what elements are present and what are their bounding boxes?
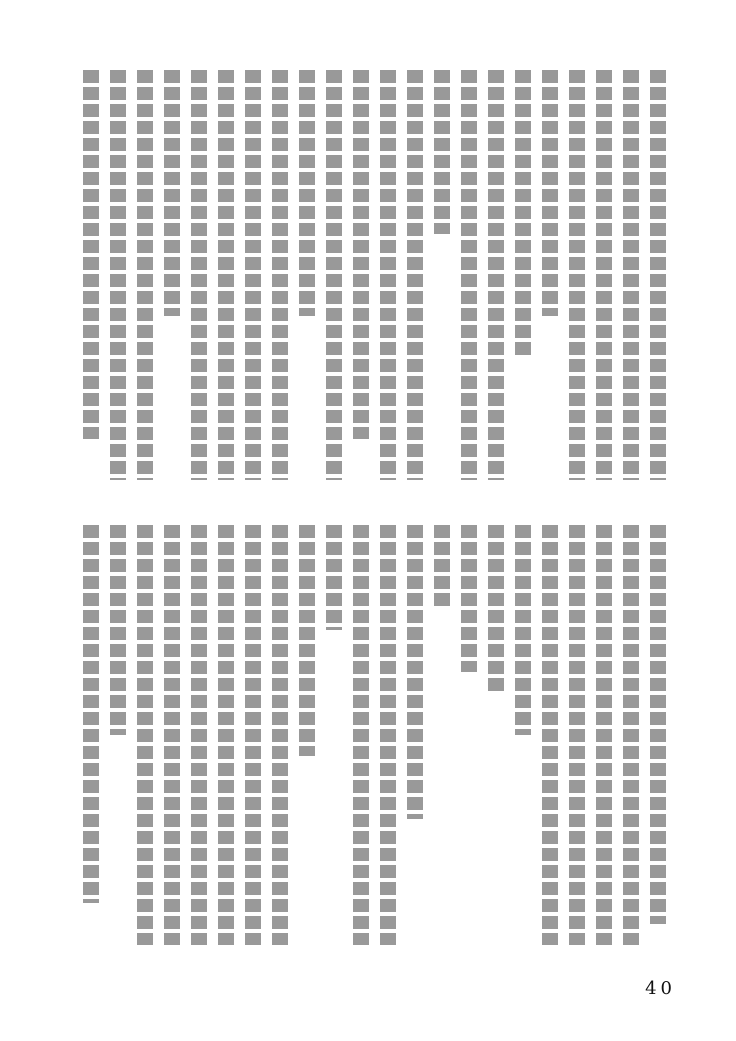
text-column-placeholder xyxy=(542,70,558,316)
text-column-placeholder xyxy=(137,70,153,480)
text-column-placeholder xyxy=(272,70,288,480)
text-column-placeholder xyxy=(407,70,423,480)
text-column-placeholder xyxy=(218,70,234,480)
text-column-placeholder xyxy=(542,525,558,945)
text-column-placeholder xyxy=(164,525,180,945)
text-column-placeholder xyxy=(461,70,477,480)
text-column-placeholder xyxy=(596,525,612,945)
text-column-placeholder xyxy=(191,70,207,480)
text-column-placeholder xyxy=(164,70,180,316)
page-number: 40 xyxy=(645,978,676,999)
text-column-placeholder xyxy=(380,525,396,945)
text-column-placeholder xyxy=(488,70,504,480)
text-column-placeholder xyxy=(488,525,504,693)
text-column-placeholder xyxy=(110,70,126,480)
text-block-upper xyxy=(83,70,666,480)
text-column-placeholder xyxy=(596,70,612,480)
text-column-placeholder xyxy=(353,525,369,945)
text-column-placeholder xyxy=(461,525,477,672)
text-column-placeholder xyxy=(137,525,153,945)
text-block-lower xyxy=(83,525,666,945)
text-column-placeholder xyxy=(623,70,639,480)
text-column-placeholder xyxy=(326,70,342,480)
text-column-placeholder xyxy=(272,525,288,945)
text-column-placeholder xyxy=(515,525,531,735)
text-column-placeholder xyxy=(380,70,396,480)
text-column-placeholder xyxy=(83,525,99,903)
text-column-placeholder xyxy=(191,525,207,945)
text-column-placeholder xyxy=(299,525,315,756)
text-column-placeholder xyxy=(353,70,369,439)
text-column-placeholder xyxy=(407,525,423,819)
text-column-placeholder xyxy=(434,70,450,234)
text-column-placeholder xyxy=(218,525,234,945)
text-column-placeholder xyxy=(245,525,261,945)
text-column-placeholder xyxy=(434,525,450,609)
text-column-placeholder xyxy=(245,70,261,480)
text-column-placeholder xyxy=(650,70,666,480)
text-column-placeholder xyxy=(569,525,585,945)
text-column-placeholder xyxy=(83,70,99,439)
text-column-placeholder xyxy=(110,525,126,735)
text-column-placeholder xyxy=(515,70,531,357)
text-column-placeholder xyxy=(623,525,639,945)
text-column-placeholder xyxy=(569,70,585,480)
text-column-placeholder xyxy=(326,525,342,630)
text-column-placeholder xyxy=(299,70,315,316)
text-column-placeholder xyxy=(650,525,666,924)
